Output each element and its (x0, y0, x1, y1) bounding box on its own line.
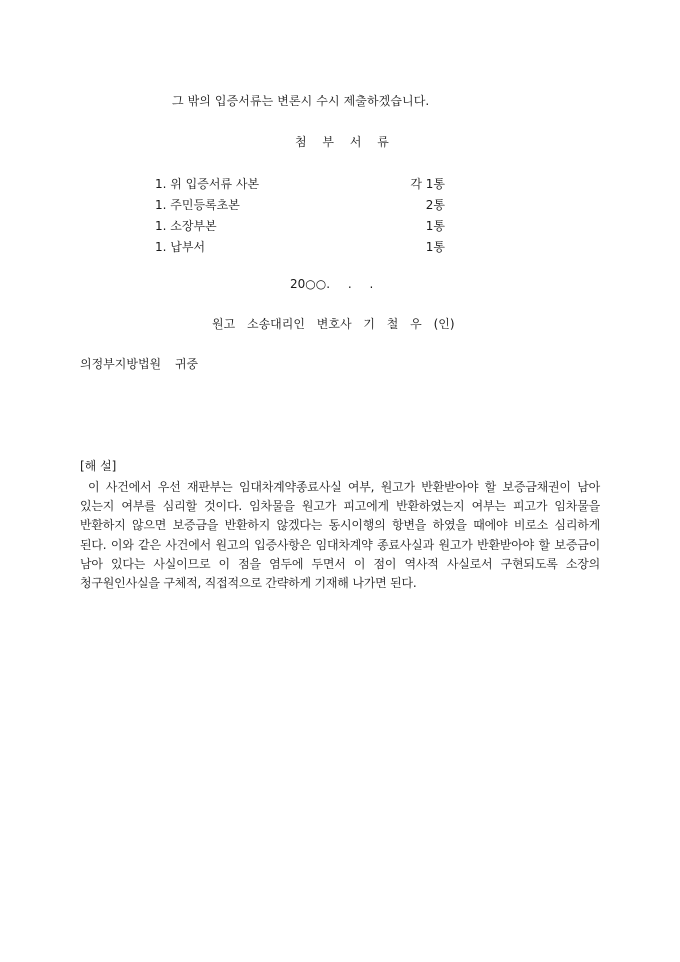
attachment-item (155, 216, 445, 237)
attachments-list (155, 174, 445, 258)
attachments-title: 첨 부 서 류 (295, 135, 389, 149)
commentary-title: [해 설] (80, 459, 117, 473)
signature-line: 원고 소송대리인 변호사 기 철 우 (인) (212, 317, 455, 331)
attachment-item (155, 237, 445, 258)
attachment-label: 1. 위 입증서류 사본 (155, 177, 260, 191)
attachment-quantity: 2통 (425, 198, 445, 212)
attachment-quantity: 1통 (425, 219, 445, 233)
commentary-body: 이 사건에서 우선 재판부는 임대차계약종료사실 여부, 원고가 반환받아야 할 보증금채권이 남아 있는지 여부를 심리할 것이다. 임차물을 원고가 피고에게 반환하였는지 여부는 피고가 임차물을 반환하지 않으면 보증금을 반환하지 않겠다는 동시이행의 항변을 하였을 때에야 비로소 심리하게 된다. 이와 같은 사건에서 원고의 입증사항은 임대차계약 종료사실과 원고가 반환받아야 할 보증금이 남아 있다는 사실이므로 이 점을 염두에 두면서 이 점이 역사적 사실로서 구현되도록 소장의 청구원인사실을 구체적, 직접적으로 간략하게 기재해 나가면 된다. (80, 480, 600, 591)
date-line: 20○○. . . (290, 277, 374, 291)
attachment-quantity: 1통 (425, 240, 445, 254)
attachment-item (155, 195, 445, 216)
attachment-label: 1. 소장부본 (155, 219, 217, 233)
attachment-quantity: 각 1통 (410, 177, 445, 191)
court-addressee: 의정부지방법원 귀중 (80, 357, 199, 371)
intro-text: 그 밖의 입증서류는 변론시 수시 제출하겠습니다. (172, 94, 430, 108)
attachment-label: 1. 주민등록초본 (155, 198, 240, 212)
attachment-label: 1. 납부서 (155, 240, 206, 254)
attachment-item (155, 174, 445, 195)
